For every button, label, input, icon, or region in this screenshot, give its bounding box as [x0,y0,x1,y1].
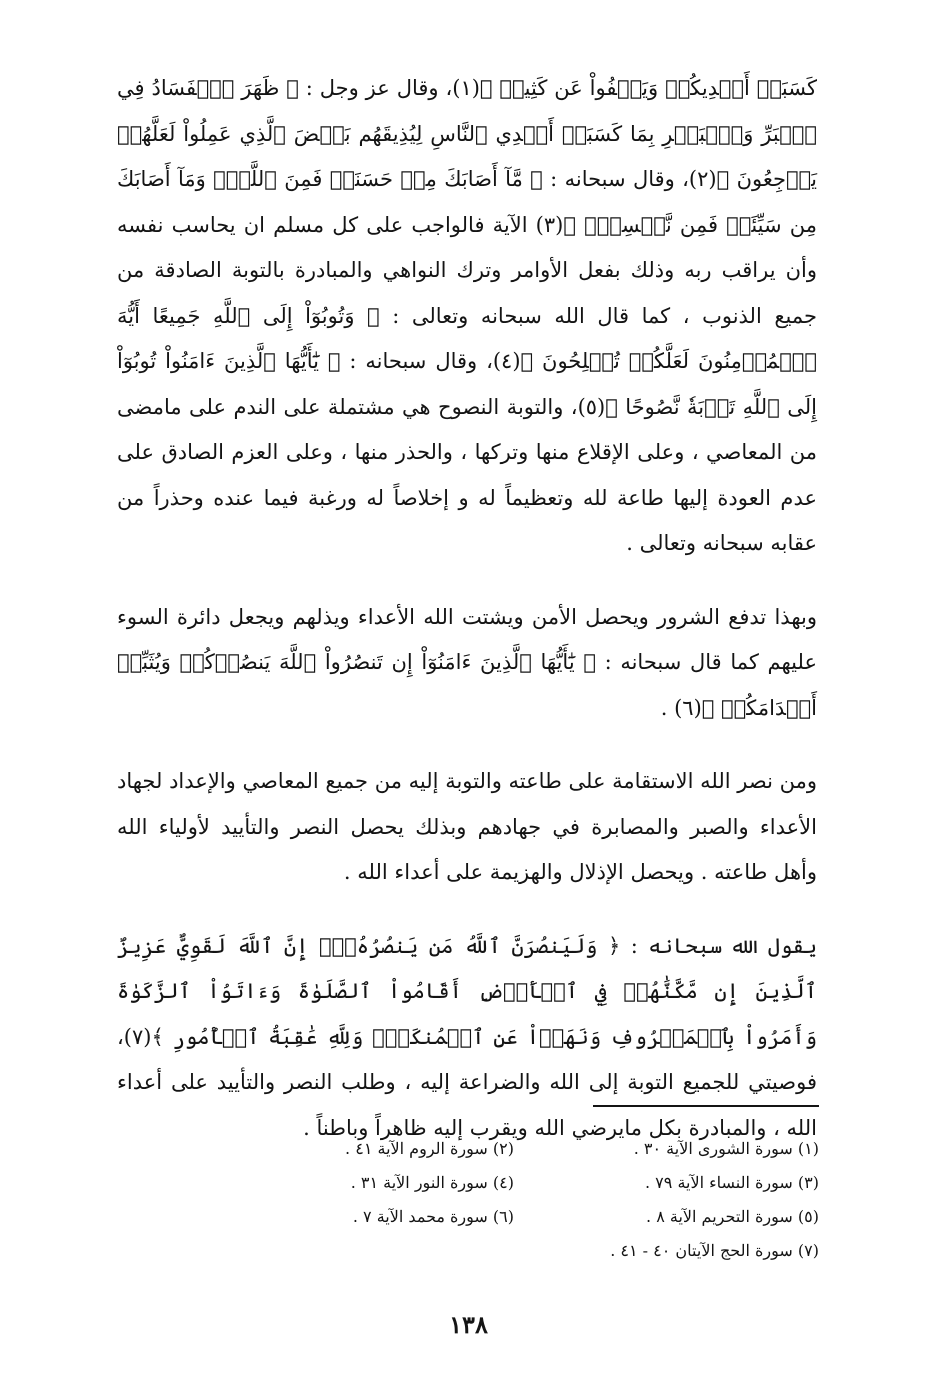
page-number: ١٣٨ [449,1310,488,1339]
paragraph-3: ومن نصر الله الاستقامة على طاعته والتوبة إليه من جميع المعاصي والإعداد لجهاد الأعداء والصبر والمصابرة في جهادهم وبذلك يحصل النصر والتأييد لأولياء الله وأهل طاعته . ويحصل الإذلال والهزيمة على أعداء الله . [117,769,817,884]
paragraph-2: وبهذا تدفع الشرور ويحصل الأمن ويشتت الله الأعداء ويذلهم ويجعل دائرة السوء عليهم كما قال سبحانه : ﴿ يَٰٓأَيُّهَا ٱلَّذِينَ ءَامَنُوٓاْ إِن تَنصُرُواْ ٱللَّهَ يَنصُرۡكُمۡ وَيُثَبِّتۡ أَقۡدَامَكُمۡ ﴾(٦) . [117,604,817,720]
footnote-1: (١) سورة الشورى الآية ٣٠ . [633,1139,819,1158]
paragraph-4: يقول الله سبحانه : ﴿ وَلَيَنصُرَنَّ ٱللَّهُ مَن يَنصُرُهُۥٓۚ إِنَّ ٱللَّهَ لَقَوِيٌّ عَزِيزٌ ٱلَّذِينَ إِن مَّكَّنَّٰهُمۡ فِي ٱلۡأَرۡضِ أَقَامُواْ ٱلصَّلَوٰةَ وَءَاتَوُاْ ٱلزَّكَوٰةَ وَأَمَرُواْ بِٱلۡمَعۡرُوفِ وَنَهَوۡاْ عَنِ ٱلۡمُنكَرِۗ وَلِلَّهِ عَٰقِبَةُ ٱلۡأُمُورِ ﴾(٧)، فوصيتي للجميع التوبة إلى الله والضراعة إليه ، وطلب النصر والتأييد على أعداء الله ، والمبادرة بكل مايرضي الله ويقرب إليه ظاهراً وباطناً . [117,933,817,1140]
footnote-7: (٧) سورة الحج الآيتان ٤٠ - ٤١ . [610,1241,819,1260]
paragraph-1: كَسَبَتۡ أَيۡدِيكُمۡ وَيَعۡفُواْ عَن كَثِيرٖ ﴾(١)، وقال عز وجل : ﴿ ظَهَرَ ٱلۡفَسَادُ فِي ٱلۡبَرِّ وَٱلۡبَحۡرِ بِمَا كَسَبَتۡ أَيۡدِي ٱلنَّاسِ لِيُذِيقَهُم بَعۡضَ ٱلَّذِي عَمِلُواْ لَعَلَّهُمۡ يَرۡجِعُونَ ﴾(٢)، وقال سبحانه : ﴿ مَّآ أَصَابَكَ مِنۡ حَسَنَةٖ فَمِنَ ٱللَّهِۖ وَمَآ أَصَابَكَ مِن سَيِّئَةٖ فَمِن نَّفۡسِكَۚ ﴾(٣) الآية فالواجب على كل مسلم ان يحاسب نفسه وأن يراقب ربه وذلك بفعل الأوامر وترك النواهي والمبادرة بالتوبة الصادقة من جميع الذنوب ، كما قال الله سبحانه وتعالى : ﴿ وَتُوبُوٓاْ إِلَى ٱللَّهِ جَمِيعًا أَيُّهَ ٱلۡمُؤۡمِنُونَ لَعَلَّكُمۡ تُفۡلِحُونَ ﴾(٤)، وقال سبحانه : ﴿ يَٰٓأَيُّهَا ٱلَّذِينَ ءَامَنُواْ تُوبُوٓاْ إِلَى ٱللَّهِ تَوۡبَةٗ نَّصُوحًا ﴾(٥)، والتوبة النصوح هي مشتملة على الندم على مامضى من المعاصي ، وعلى الإقلاع منها وتركها ، والحذر منها ، وعلى العزم الصادق على عدم العودة إليها طاعة لله وتعظيماً له و إخلاصاً له ورغبة فيما عنده وحذراً من عقابه سبحانه وتعالى . [117,76,817,555]
footnote-6: (٦) سورة محمد الآية ٧ . [352,1207,514,1226]
footnote-separator [593,1105,819,1107]
footnotes [219,1132,819,1268]
main-text [117,66,817,1179]
footnote-4: (٤) سورة النور الآية ٣١ . [350,1173,514,1192]
footnote-3: (٣) سورة النساء الآية ٧٩ . [645,1173,819,1192]
footnote-5: (٥) سورة التحريم الآية ٨ . [646,1207,819,1226]
footnote-2: (٢) سورة الروم الآية ٤١ . [345,1139,514,1158]
